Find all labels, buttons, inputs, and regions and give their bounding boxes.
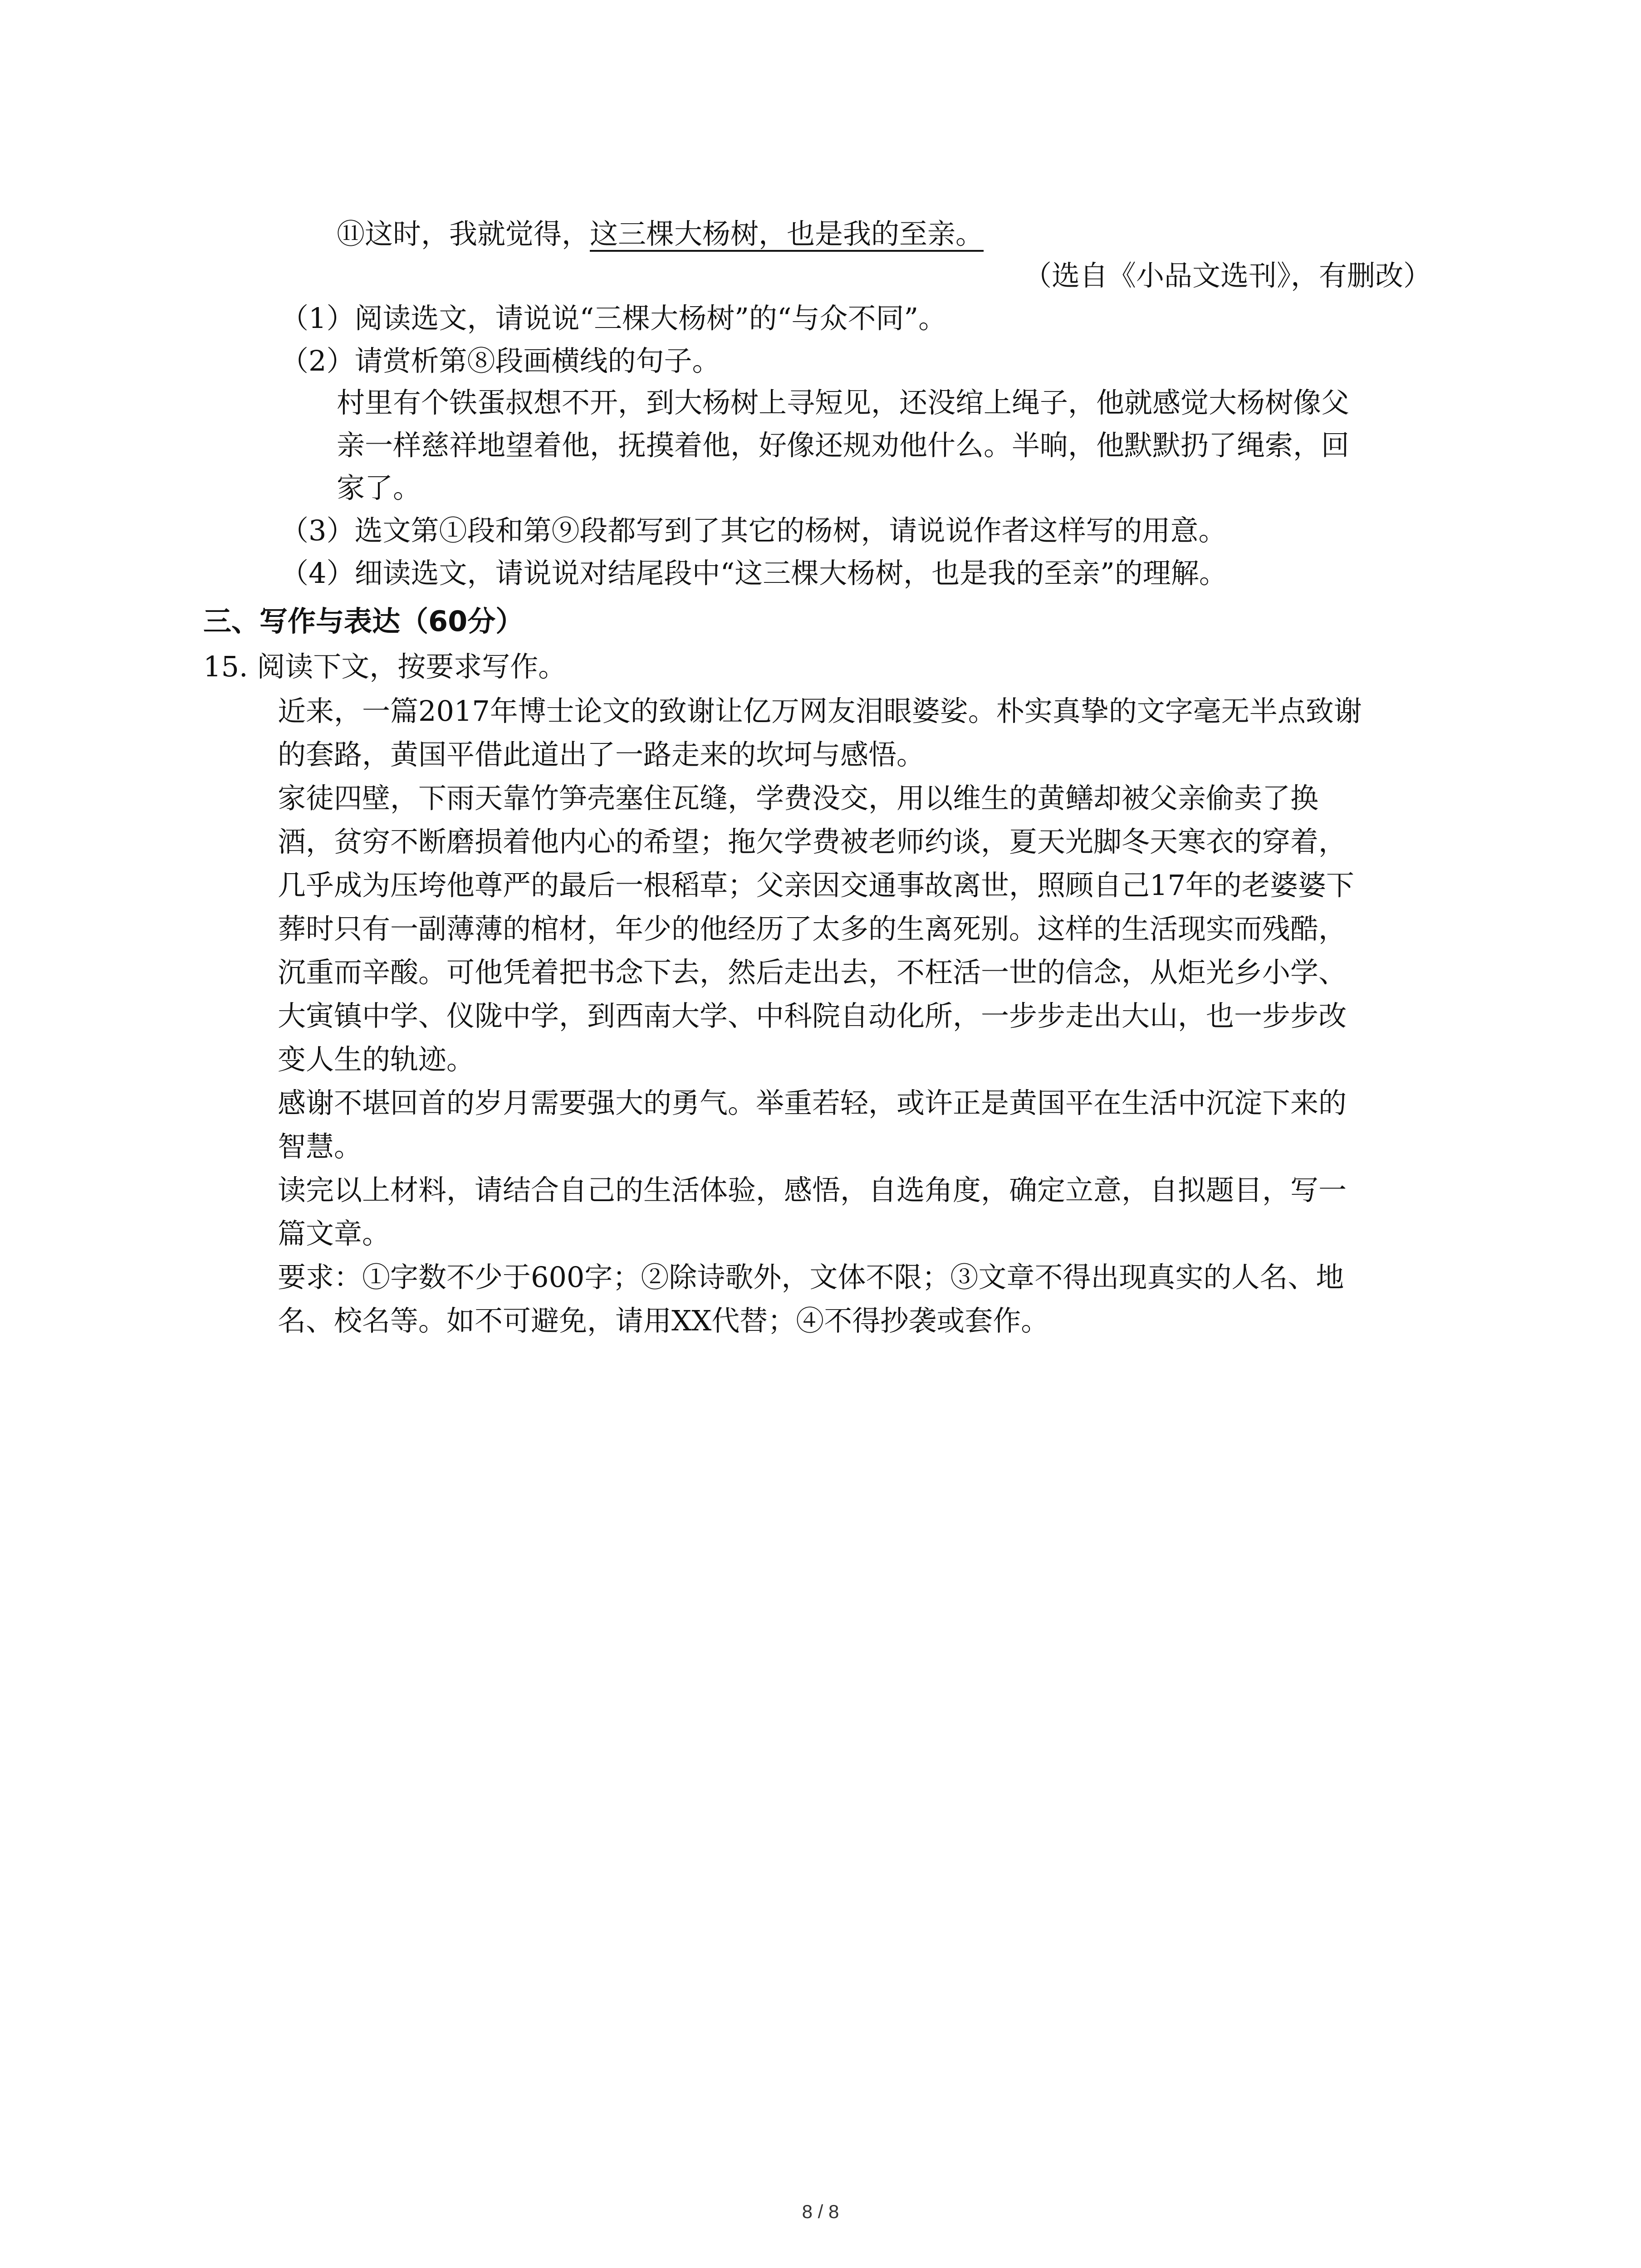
question-2: （2）请赏析第⑧段画横线的句子。 <box>280 344 720 377</box>
material-line: 感谢不堪回首的岁月需要强大的勇气。举重若轻，或许正是黄国平在生活中沉淀下来的 <box>278 1086 1347 1119</box>
material-line: 变人生的轨迹。 <box>278 1043 475 1076</box>
material-line: 大寅镇中学、仪陇中学，到西南大学、中科院自动化所，一步步走出大山，也一步步改 <box>278 999 1347 1032</box>
instruction-line: 篇文章。 <box>278 1217 391 1250</box>
paragraph-11-prefix: ⑪这时，我就觉得， <box>337 217 590 250</box>
question-15-label: 15. 阅读下文，按要求写作。 <box>203 650 567 683</box>
passage-paragraph-11 <box>337 216 984 252</box>
question-3: （3）选文第①段和第⑨段都写到了其它的杨树，请说说作者这样写的用意。 <box>280 514 1227 547</box>
passage-source: （选自《小品文选刊》，有删改） <box>1023 259 1431 292</box>
instruction-line: 读完以上材料，请结合自己的生活体验，感悟，自选角度，确定立意，自拟题目，写一 <box>278 1173 1347 1207</box>
material-line: 几乎成为压垮他尊严的最后一根稻草；父亲因交通事故离世，照顾自己17年的老婆婆下 <box>278 869 1354 902</box>
requirements-line: 要求：①字数不少于600字；②除诗歌外，文体不限；③文章不得出现真实的人名、地 <box>278 1261 1344 1294</box>
material-line: 酒，贫穷不断磨损着他内心的希望；拖欠学费被老师约谈，夏天光脚冬天寒衣的穿着， <box>278 825 1347 858</box>
material-line: 沉重而辛酸。可他凭着把书念下去，然后走出去，不枉活一世的信念，从炬光乡小学、 <box>278 956 1347 989</box>
question-4: （4）细读选文，请说说对结尾段中“这三棵大杨树，也是我的至亲”的理解。 <box>280 557 1227 590</box>
requirements-line: 名、校名等。如不可避免，请用XX代替；④不得抄袭或套作。 <box>278 1304 1049 1337</box>
material-line: 智慧。 <box>278 1130 362 1163</box>
paragraph-11-underlined-sentence: 这三棵大杨树，也是我的至亲。 <box>590 217 984 250</box>
material-line: 家徒四壁，下雨天靠竹笋壳塞住瓦缝，学费没交，用以维生的黄鳝却被父亲偷卖了换 <box>278 782 1319 815</box>
question-2-quote-line-3: 家了。 <box>337 471 421 504</box>
question-1: （1）阅读选文，请说说“三棵大杨树”的“与众不同”。 <box>280 302 947 335</box>
section-3-heading: 三、写作与表达（60分） <box>203 605 524 638</box>
question-2-quote-line-1: 村里有个铁蛋叔想不开，到大杨树上寻短见，还没绾上绳子，他就感觉大杨树像父 <box>337 386 1350 419</box>
page-number: 8 / 8 <box>802 2201 839 2222</box>
material-line: 葬时只有一副薄薄的棺材，年少的他经历了太多的生离死别。这样的生活现实而残酷， <box>278 912 1347 945</box>
question-2-quote-line-2: 亲一样慈祥地望着他，抚摸着他，好像还规劝他什么。半晌，他默默扔了绳索，回 <box>337 429 1350 462</box>
material-line: 近来，一篇2017年博士论文的致谢让亿万网友泪眼婆娑。朴实真挚的文字毫无半点致谢 <box>278 694 1362 728</box>
material-line: 的套路，黄国平借此道出了一路走来的坎坷与感悟。 <box>278 738 925 771</box>
